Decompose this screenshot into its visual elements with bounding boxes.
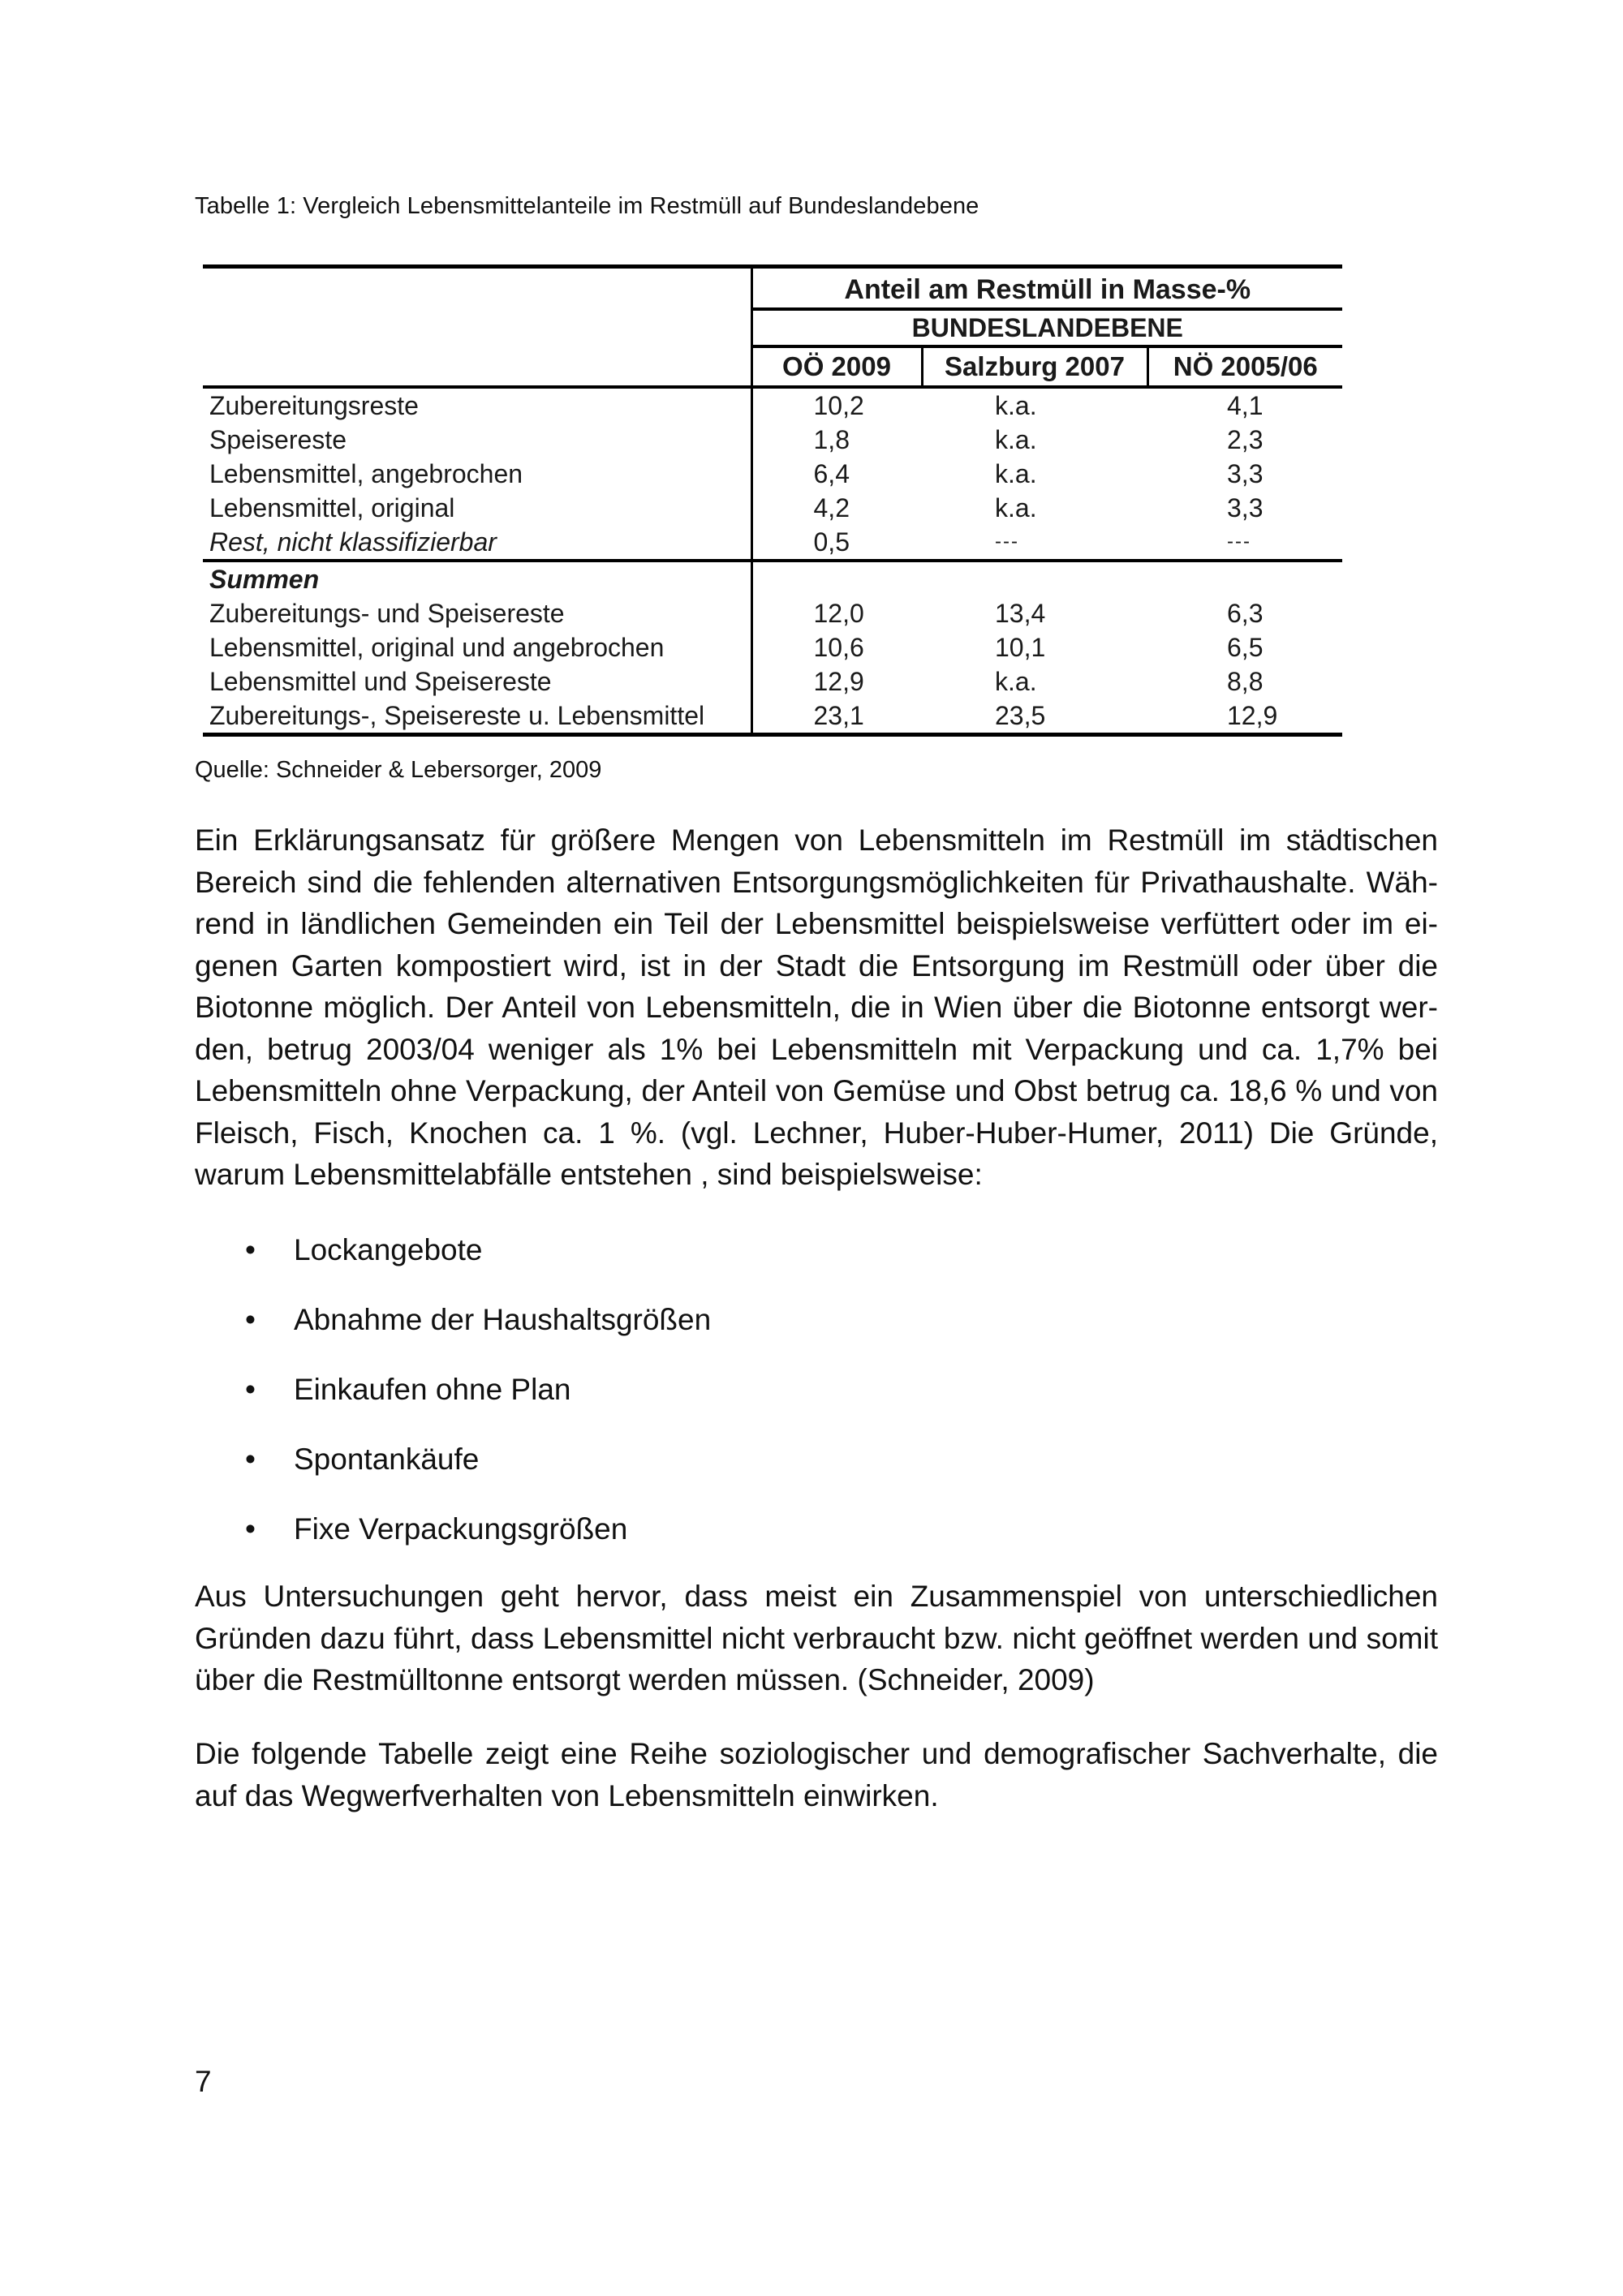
table-row [203, 664, 1342, 699]
list-item-text: Einkaufen ohne Plan [294, 1373, 571, 1406]
cell-value: 3,3 [1227, 493, 1264, 522]
bullet-icon: • [245, 1373, 256, 1406]
table-column-header-row [203, 346, 1342, 387]
row-label: Zubereitungsreste [209, 391, 419, 420]
row-label: Rest, nicht klassifizierbar [209, 527, 497, 557]
row-label: Zubereitungs- und Speisereste [209, 599, 565, 628]
body-paragraph: Die folgende Tabelle zeigt eine Reihe soziologischer und demografischer Sachverhalte, die auf das Wegwerfverhalten von Lebensmitteln einwirken. [195, 1737, 1438, 1812]
summen-label: Summen [203, 561, 751, 596]
bullet-icon: • [245, 1443, 256, 1476]
list-item [195, 1508, 711, 1578]
reasons-list [195, 1229, 711, 1578]
list-item [195, 1229, 711, 1299]
row-label: Lebensmittel und Speisereste [209, 667, 552, 696]
summen-header-row [203, 561, 1342, 596]
cell-value: 12,9 [751, 664, 922, 699]
empty-cell [1147, 561, 1342, 596]
cell-value: --- [995, 531, 1019, 553]
empty-cell [751, 561, 922, 596]
cell-value: k.a. [995, 425, 1037, 454]
cell-value: 6,3 [1227, 599, 1264, 628]
table-caption: Tabelle 1: Vergleich Lebensmittelanteile im Restmüll auf Bundeslandebene [195, 193, 979, 219]
cell-value: 3,3 [1227, 459, 1264, 488]
body-paragraph: Aus Untersuchungen geht hervor, dass meist ein Zusammenspiel von unterschiedlichen Gründen dazu führt, dass Lebensmittel nicht verbraucht bzw. nicht geöffnet werden und somit über die Restmülltonne entsorgt werden müssen. (Schneider, 2009) [195, 1580, 1438, 1696]
cell-value: 4,1 [1227, 391, 1264, 420]
group-header: Anteil am Restmüll in Masse-% [751, 267, 1342, 310]
cell-value: 8,8 [1227, 667, 1264, 696]
bullet-icon: • [245, 1303, 256, 1336]
table-source: Quelle: Schneider & Lebersorger, 2009 [195, 757, 602, 783]
table-row [203, 491, 1342, 525]
column-header: OÖ 2009 [751, 346, 922, 387]
body-paragraph: Ein Erklärungsansatz für größere Mengen von Lebensmitteln im Restmüll im städtischen Bereich sind die fehlenden alternativen Entsorgungsmöglichkeiten für Privathaushalte. Während in ländlichen Gemeinden ein Teil der Lebensmittel beispielsweise verfüttert oder im eigenen Garten kompostiert wird, ist in der Stadt die Entsorgung im Restmüll oder über die Biotonne möglich. Der Anteil von Lebensmitteln, die in Wien über die Biotonne entsorgt werden, betrug 2003/04 weniger als 1% bei Lebensmitteln mit Verpackung und ca. 1,7% bei Lebensmitteln ohne Verpackung, der Anteil von Gemüse und Obst betrug ca. 18,6 % und von Fleisch, Fisch, Knochen ca. 1 %. (vgl. Lechner, Huber-Huber-Humer, 2011) Die Gründe, warum Lebensmittelabfälle entstehen , sind beispielsweise: [195, 823, 1438, 1191]
cell-value: 13,4 [995, 599, 1046, 628]
cell-value: k.a. [995, 493, 1037, 522]
column-header: NÖ 2005/06 [1147, 346, 1342, 387]
cell-value: 23,5 [922, 699, 1147, 735]
list-item [195, 1299, 711, 1369]
cell-value: 10,2 [751, 387, 922, 423]
cell-value: 10,1 [995, 633, 1046, 662]
cell-value: 23,1 [751, 699, 922, 735]
cell-value: 12,0 [751, 596, 922, 630]
cell-value: 12,9 [1147, 699, 1342, 735]
list-item-text: Abnahme der Haushaltsgrößen [294, 1303, 712, 1336]
cell-value: --- [1227, 531, 1251, 553]
cell-value: 2,3 [1227, 425, 1264, 454]
table-row [203, 423, 1342, 457]
cell-value: 6,5 [1227, 633, 1264, 662]
cell-value: k.a. [995, 667, 1037, 696]
table-corner-cell [203, 309, 751, 346]
column-header: Salzburg 2007 [922, 346, 1147, 387]
cell-value: 10,6 [751, 630, 922, 664]
list-item-text: Lockangebote [294, 1233, 483, 1266]
list-item [195, 1369, 711, 1438]
table-subheader-row [203, 309, 1342, 346]
table-row [203, 699, 1342, 735]
cell-value: 1,8 [751, 423, 922, 457]
row-label: Speisereste [209, 425, 347, 454]
data-table [203, 264, 1342, 737]
cell-value: 0,5 [751, 525, 922, 561]
cell-value: k.a. [995, 459, 1037, 488]
table-row [203, 387, 1342, 423]
sub-header: BUNDESLANDEBENE [751, 309, 1342, 346]
table-row [203, 457, 1342, 491]
list-item-text: Fixe Verpackungsgrößen [294, 1512, 628, 1546]
table-row [203, 596, 1342, 630]
cell-value: 6,4 [751, 457, 922, 491]
row-label: Lebensmittel, original [209, 493, 455, 522]
empty-cell [922, 561, 1147, 596]
table-row [203, 525, 1342, 561]
food-share-table [203, 264, 1342, 737]
row-label: Zubereitungs-, Speisereste u. Lebensmittel [203, 699, 751, 735]
table-corner-cell [203, 346, 751, 387]
cell-value: 4,2 [751, 491, 922, 525]
page-number: 7 [195, 2065, 212, 2098]
list-item-text: Spontankäufe [294, 1443, 480, 1476]
table-group-header-row [203, 267, 1342, 310]
row-label: Lebensmittel, original und angebrochen [209, 633, 665, 662]
bullet-icon: • [245, 1233, 256, 1266]
table-row [203, 630, 1342, 664]
bullet-icon: • [245, 1512, 256, 1546]
cell-value: k.a. [995, 391, 1037, 420]
row-label: Lebensmittel, angebrochen [209, 459, 523, 488]
table-corner-cell [203, 267, 751, 310]
list-item [195, 1438, 711, 1508]
